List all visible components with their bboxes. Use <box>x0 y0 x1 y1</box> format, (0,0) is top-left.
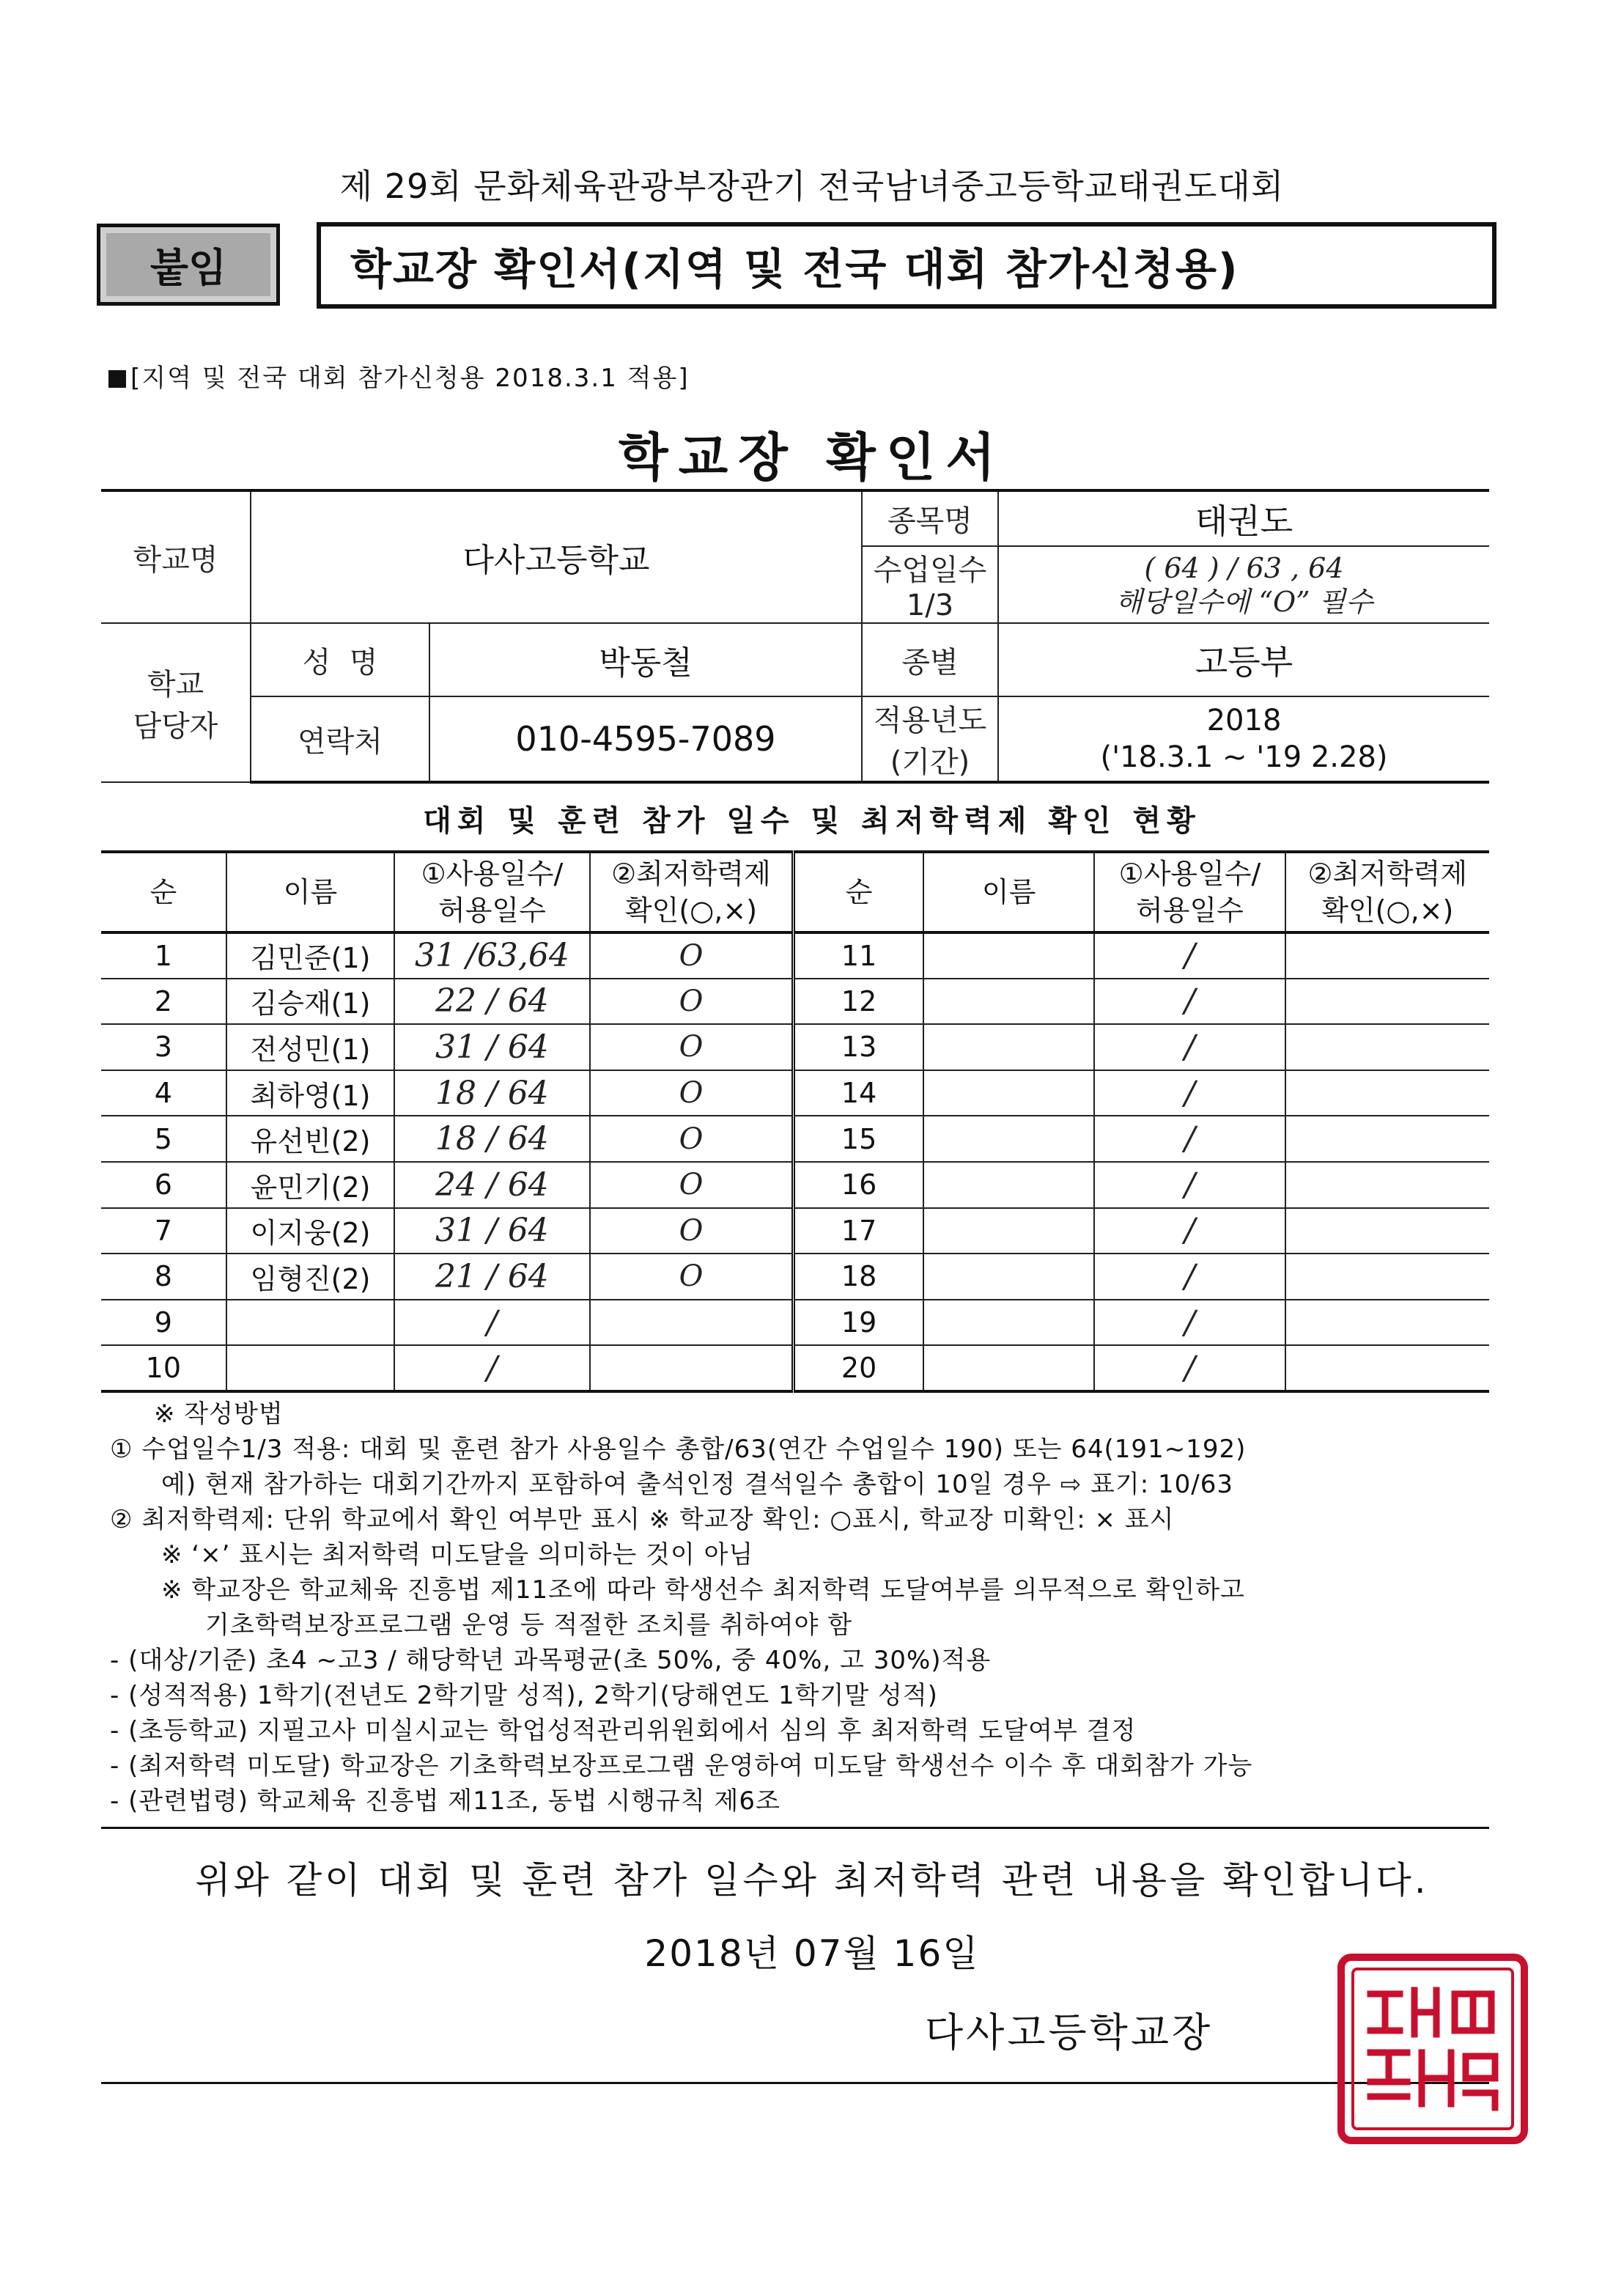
notes-line-2: 예) 현재 참가하는 대회기간까지 포함하여 출석인정 결석일수 총합이 10일 경우 ⇨ 표기: 10/63 <box>161 1470 1233 1499</box>
attachment-badge-label: 붙임 <box>150 244 227 291</box>
notes-heading: ※ 작성방법 <box>154 1399 284 1429</box>
header-no-left: 순 <box>101 852 226 932</box>
notes-line-7: - (대상/기준) 초4 ~고3 / 해당학년 과목평균(초 50%, 중 40%, 고 30%)적용 <box>110 1646 992 1675</box>
notes-line-10: - (최저학력 미도달) 학교장은 기초학력보장프로그램 운영하여 미도달 학생선수 이수 후 대회참가 가능 <box>110 1751 1253 1781</box>
row-number: 18 <box>794 1254 923 1300</box>
header-days-line1: ①사용일수/ <box>421 858 564 890</box>
row-number: 1 <box>101 932 226 979</box>
days-used: / <box>1094 1345 1285 1391</box>
header-days-line2: 허용일수 <box>1136 894 1244 927</box>
apply-note <box>108 358 690 394</box>
class-days-label-line1: 수업일수 <box>873 553 987 587</box>
row-number: 6 <box>101 1162 226 1208</box>
days-used: / <box>1094 1208 1285 1254</box>
sport-label: 종목명 <box>862 490 998 546</box>
header-no-right: 순 <box>794 852 923 932</box>
minimum-grade-check <box>590 1345 794 1391</box>
student-name: 임형진(2) <box>226 1254 395 1300</box>
days-used: 22 / 64 <box>394 979 589 1025</box>
minimum-grade-check: O <box>590 979 794 1025</box>
table-row <box>101 1070 1489 1116</box>
header-check-line1: ②최저학력제 <box>1307 858 1468 890</box>
staff-label-line2: 담당자 <box>133 709 218 743</box>
minimum-grade-check <box>1285 1208 1489 1254</box>
year-label-line1: 적용년도 <box>873 704 987 737</box>
year-value-line1: 2018 <box>1206 704 1282 737</box>
row-number: 12 <box>794 979 923 1025</box>
table-row <box>101 932 1489 979</box>
minimum-grade-check: O <box>590 1208 794 1254</box>
header-name-left: 이름 <box>226 852 395 932</box>
contact-label: 연락처 <box>251 696 429 782</box>
division-value: 고등부 <box>998 623 1489 696</box>
school-info-table <box>101 489 1489 784</box>
confirmation-statement: 위와 같이 대회 및 훈련 참가 일수와 최저학력 관련 내용을 확인합니다. <box>195 1859 1429 1902</box>
table-row <box>101 1024 1489 1070</box>
days-used: / <box>1094 1116 1285 1162</box>
student-name: 윤민기(2) <box>226 1162 395 1208</box>
student-name <box>923 932 1095 979</box>
attendance-table <box>101 850 1489 1393</box>
minimum-grade-check: O <box>590 1254 794 1300</box>
header-check-line2: 확인(○,×) <box>624 894 758 927</box>
table-row <box>101 1254 1489 1300</box>
year-label <box>862 696 998 782</box>
seal-glyphs <box>1370 1990 1495 2108</box>
header-days-line1: ①사용일수/ <box>1118 858 1261 890</box>
division-label: 종별 <box>862 623 998 696</box>
document-date: 2018년 07월 16일 <box>644 1932 980 1975</box>
notes-line-11: - (관련법령) 학교체육 진흥법 제11조, 동법 시행규칙 제6조 <box>110 1786 780 1816</box>
school-name-value: 다사고등학교 <box>251 490 862 623</box>
minimum-grade-check <box>1285 1300 1489 1346</box>
minimum-grade-check: O <box>590 1070 794 1116</box>
attendance-section-title: 대회 및 훈련 참가 일수 및 최저학력제 확인 현황 <box>423 804 1201 838</box>
class-days-label <box>862 546 998 623</box>
days-used: / <box>394 1345 589 1391</box>
days-used: / <box>1094 1070 1285 1116</box>
days-used: / <box>1094 932 1285 979</box>
student-name: 전성민(1) <box>226 1024 395 1070</box>
student-name <box>923 1208 1095 1254</box>
staff-name-label: 성 명 <box>251 623 429 696</box>
notes-line-1: ① 수업일수1/3 적용: 대회 및 훈련 참가 사용일수 총합/63(연간 수업일수 190) 또는 64(191~192) <box>110 1435 1247 1464</box>
days-used: / <box>1094 1300 1285 1346</box>
header-days-right <box>1094 852 1285 932</box>
row-number: 4 <box>101 1070 226 1116</box>
minimum-grade-check: O <box>590 932 794 979</box>
minimum-grade-check <box>1285 1162 1489 1208</box>
staff-name-value: 박동철 <box>429 623 862 696</box>
row-number: 11 <box>794 932 923 979</box>
student-name <box>923 1070 1095 1116</box>
days-used: 18 / 64 <box>394 1116 589 1162</box>
days-used: / <box>1094 1254 1285 1300</box>
table-row <box>101 979 1489 1025</box>
row-number: 3 <box>101 1024 226 1070</box>
row-number: 2 <box>101 979 226 1025</box>
table-row <box>101 1345 1489 1391</box>
row-number: 10 <box>101 1345 226 1391</box>
divider-line <box>101 2082 1489 2084</box>
row-number: 9 <box>101 1300 226 1346</box>
student-name: 유선빈(2) <box>226 1116 395 1162</box>
row-number: 19 <box>794 1300 923 1346</box>
student-name <box>923 1300 1095 1346</box>
row-number: 16 <box>794 1162 923 1208</box>
days-used: / <box>1094 979 1285 1025</box>
minimum-grade-check <box>1285 1024 1489 1070</box>
student-name <box>226 1345 395 1391</box>
days-used: 18 / 64 <box>394 1070 589 1116</box>
notes-line-6: 기초학력보장프로그램 운영 등 적절한 조치를 취하여야 함 <box>205 1611 853 1640</box>
header-check-line1: ②최저학력제 <box>611 858 771 890</box>
days-used: 31 /63,64 <box>394 932 589 979</box>
student-name: 김민준(1) <box>226 932 395 979</box>
row-number: 17 <box>794 1208 923 1254</box>
class-days-label-line2: 1/3 <box>906 589 954 622</box>
minimum-grade-check <box>590 1300 794 1346</box>
notes-line-8: - (성적적용) 1학기(전년도 2학기말 성적), 2학기(당해연도 1학기말 성적) <box>110 1681 938 1710</box>
minimum-grade-check <box>1285 1116 1489 1162</box>
divider-line <box>101 1827 1489 1829</box>
student-name <box>923 1345 1095 1391</box>
seal-border <box>1341 1957 1524 2141</box>
days-used: / <box>394 1300 589 1346</box>
class-days-value <box>998 546 1489 623</box>
minimum-grade-check <box>1285 932 1489 979</box>
principal-signature-line: 다사고등학교장 <box>925 2009 1214 2055</box>
minimum-grade-check <box>1285 1254 1489 1300</box>
student-name <box>226 1300 395 1346</box>
student-name <box>923 1024 1095 1070</box>
row-number: 8 <box>101 1254 226 1300</box>
student-name: 최하영(1) <box>226 1070 395 1116</box>
header-days-left <box>394 852 589 932</box>
table-row <box>101 1162 1489 1208</box>
student-name: 이지웅(2) <box>226 1208 395 1254</box>
student-name <box>923 979 1095 1025</box>
square-bullet-icon <box>108 370 126 388</box>
days-used: / <box>1094 1162 1285 1208</box>
days-used: 31 / 64 <box>394 1208 589 1254</box>
class-days-value-line2: 해당일수에 “O” 필수 <box>1115 585 1373 618</box>
attendance-header-row <box>101 852 1489 932</box>
notes-line-5: ※ 학교장은 학교체육 진흥법 제11조에 따라 학생선수 최저학력 도달여부를 의무적으로 확인하고 <box>161 1575 1245 1605</box>
days-used: 24 / 64 <box>394 1162 589 1208</box>
event-title: 제 29회 문화체육관광부장관기 전국남녀중고등학교태권도대회 <box>339 166 1285 206</box>
document-title: 학교장 확인서(지역 및 전국 대회 참가신청용) <box>350 244 1239 294</box>
row-number: 5 <box>101 1116 226 1162</box>
notes-line-4: ※ ‘×’ 표시는 최저학력 미도달을 의미하는 것이 아님 <box>161 1540 754 1569</box>
table-row <box>101 1300 1489 1346</box>
staff-label <box>101 623 251 782</box>
student-name <box>923 1162 1095 1208</box>
minimum-grade-check: O <box>590 1116 794 1162</box>
row-number: 14 <box>794 1070 923 1116</box>
main-title: 학교장 확인서 <box>618 427 1006 487</box>
contact-value: 010-4595-7089 <box>429 696 862 782</box>
minimum-grade-check: O <box>590 1024 794 1070</box>
student-name <box>923 1116 1095 1162</box>
minimum-grade-check <box>1285 979 1489 1025</box>
header-days-line2: 허용일수 <box>438 894 546 927</box>
row-number: 13 <box>794 1024 923 1070</box>
year-value-line2: ('18.3.1 ~ '19 2.28) <box>1100 740 1388 774</box>
table-row <box>101 1208 1489 1254</box>
header-check-right <box>1285 852 1489 932</box>
days-used: / <box>1094 1024 1285 1070</box>
row-number: 7 <box>101 1208 226 1254</box>
header-check-left <box>590 852 794 932</box>
document-title-box <box>317 222 1496 309</box>
attachment-badge <box>97 224 280 306</box>
notes-line-9: - (초등학교) 지필고사 미실시교는 학업성적관리위원회에서 심의 후 최저학력 도달여부 결정 <box>110 1716 1137 1745</box>
year-value <box>998 696 1489 782</box>
official-seal-stamp <box>1334 1950 1532 2148</box>
writing-instructions <box>110 1396 1502 1819</box>
row-number: 20 <box>794 1345 923 1391</box>
year-label-line2: (기간) <box>890 746 970 779</box>
student-name: 김승재(1) <box>226 979 395 1025</box>
staff-label-line1: 학교 <box>147 667 204 702</box>
class-days-value-line1: ( 64 ) / 63 , 64 <box>1144 551 1344 584</box>
school-name-label: 학교명 <box>101 490 251 623</box>
days-used: 21 / 64 <box>394 1254 589 1300</box>
minimum-grade-check <box>1285 1070 1489 1116</box>
row-number: 15 <box>794 1116 923 1162</box>
minimum-grade-check: O <box>590 1162 794 1208</box>
table-row <box>101 1116 1489 1162</box>
header-check-line2: 확인(○,×) <box>1321 894 1454 927</box>
minimum-grade-check <box>1285 1345 1489 1391</box>
notes-line-3: ② 최저학력제: 단위 학교에서 확인 여부만 표시 ※ 학교장 확인: ○표시, 학교장 미확인: × 표시 <box>110 1505 1175 1534</box>
student-name <box>923 1254 1095 1300</box>
days-used: 31 / 64 <box>394 1024 589 1070</box>
sport-value: 태권도 <box>998 490 1489 546</box>
apply-note-text: [지역 및 전국 대회 참가신청용 2018.3.1 적용] <box>130 364 690 393</box>
header-name-right: 이름 <box>923 852 1095 932</box>
